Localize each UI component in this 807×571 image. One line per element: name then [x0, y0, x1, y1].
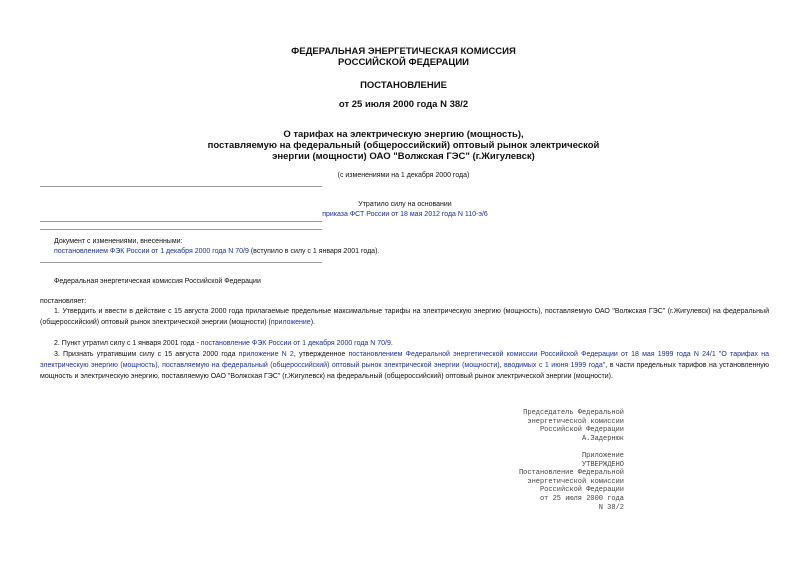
signature-name: А.Задернюк: [581, 434, 624, 443]
p2-link[interactable]: постановление ФЭК России от 1 декабря 2000 года N 70/9: [200, 340, 391, 347]
p1-text: 1. Утвердить и ввести в действие с 15 августа 2000 года прилагаемые предельные максимальные тарифы на электрическую энергию (мощность), поставляемую ОАО "Волжская ГЭС" (г.Жигулевск) на федеральный (общероссийский) оптовый рынок электрической энергии (мощности) (: [40, 308, 769, 327]
agency-name: [0, 46, 807, 68]
p3-text-2: , утвержденное: [293, 351, 349, 358]
paragraph-1: [40, 306, 769, 328]
appendix-line-2: УТВЕРЖДЕНО: [581, 460, 624, 469]
title-line-3: энергии (мощности) ОАО "Волжская ГЭС" (г.Жигулевск): [272, 151, 535, 162]
title-line-2: поставляемую на федеральный (общероссийский) оптовый рынок электрической: [207, 140, 600, 151]
divider: [40, 229, 322, 230]
p1-appendix-link[interactable]: приложение: [270, 319, 311, 327]
changes-link[interactable]: постановлением ФЭК России от 1 декабря 2000 года N 70/9: [54, 248, 249, 255]
changes-intro: Документ с изменениями, внесенными:: [54, 238, 183, 245]
resolves-word: постановляет:: [40, 298, 87, 305]
p3-text-1: 3. Признать утратившим силу с 15 августа 2000 года: [54, 351, 239, 358]
signature-line-3: Российской Федерации: [539, 426, 624, 435]
p3-text-3: , в части предельных тарифов на установленную мощность и электрическую энергию, поставляемую ОАО "Волжская ГЭС" (г.Жигулевск) на федеральный (общероссийский) оптовый рынок электрической энергии (мощности).: [40, 362, 769, 381]
agency-line-2: РОССИЙСКОЙ ФЕДЕРАЦИИ: [337, 57, 469, 68]
changes-entry: [54, 247, 379, 256]
divider: [40, 221, 322, 222]
revision-note: (с изменениями на 1 декабря 2000 года): [337, 172, 470, 179]
appendix-line-5: Российской Федерации: [539, 486, 624, 495]
signature-block: [460, 409, 624, 443]
p2-text: 2. Пункт утратил силу с 1 января 2001 года -: [54, 340, 201, 347]
appendix-line-3: Постановление Федеральной: [518, 469, 624, 478]
issuer: Федеральная энергетическая комиссия Российской Федерации: [54, 278, 261, 285]
appendix-line-7: N 38/2: [598, 503, 624, 512]
appendix-line-6: от 25 июля 2000 года: [539, 494, 624, 503]
appendix-block: [460, 452, 624, 512]
document-date-number: от 25 июля 2000 года N 38/2: [338, 99, 469, 110]
paragraph-3: [40, 349, 769, 383]
paragraph-2: [40, 338, 769, 349]
lost-force-note: Утратило силу на основании: [358, 201, 452, 208]
appendix-line-4: энергетической комиссии: [527, 477, 624, 486]
p2-end: .: [390, 340, 393, 347]
document-type: ПОСТАНОВЛЕНИЕ: [360, 80, 447, 91]
divider: [40, 262, 322, 263]
lost-force-link[interactable]: приказа ФСТ России от 18 мая 2012 года N 110-э/6: [322, 211, 488, 218]
agency-line-1: ФЕДЕРАЛЬНАЯ ЭНЕРГЕТИЧЕСКАЯ КОМИССИЯ: [291, 46, 516, 57]
signature-line-2: энергетической комиссии: [527, 417, 624, 426]
signature-line-1: Председатель Федеральной: [523, 409, 624, 417]
title-line-1: О тарифах на электрическую энергию (мощность),: [283, 129, 524, 140]
p3-resolution-link[interactable]: постановлением Федеральной энергетической комиссии Российской Федерации от 18 мая 1999 года N 24/1 "О тарифах на электрическую энергию (мощность), поставляемую на федеральный (общероссийский) оптовый рынок электрической энергии (мощности), вводимых с 1 июня 1999 года": [40, 351, 769, 370]
p1-end: ).: [310, 319, 315, 327]
divider: [40, 186, 322, 187]
changes-suffix: (вступило в силу с 1 января 2001 года).: [248, 248, 380, 255]
p3-appendix-link[interactable]: приложение N 2: [238, 351, 294, 358]
document-title: [0, 129, 807, 162]
appendix-line-1: Приложение: [581, 452, 624, 460]
